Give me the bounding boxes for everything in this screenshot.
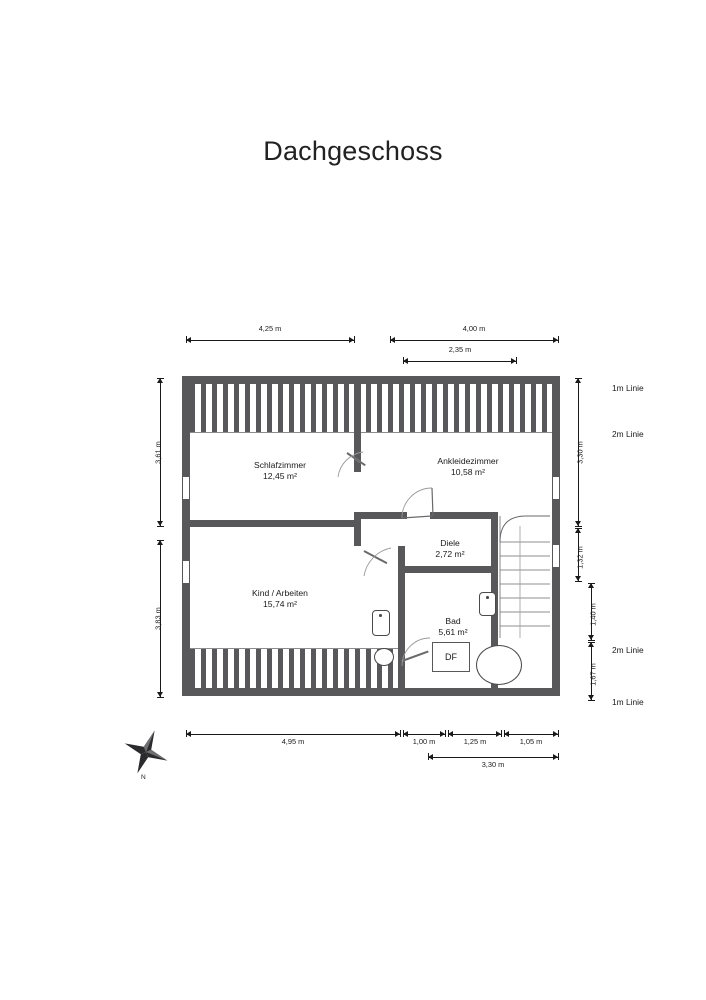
line-2m-top <box>190 432 552 433</box>
room-label-diele <box>405 538 495 560</box>
toilet-1 <box>374 648 394 666</box>
wall-exterior-top <box>182 376 560 384</box>
dimension-label: 2,35 m <box>448 345 472 354</box>
room-area: 15,74 m² <box>263 599 297 609</box>
tick <box>575 378 582 379</box>
wall-interior-vertical-diele <box>354 512 361 546</box>
tick <box>354 336 355 343</box>
dimension-label: 4,25 m <box>258 324 282 333</box>
wall-exterior-left <box>182 584 190 696</box>
room-label-bad <box>408 616 498 638</box>
roof-slope-hatch-bottom <box>190 648 404 688</box>
note-2m-linie-top: 2m Linie <box>612 429 644 439</box>
window-right-upper <box>552 476 560 500</box>
dimension-label: 3,30 m <box>481 760 505 769</box>
page-title: Dachgeschoss <box>263 136 443 166</box>
window-left-lower <box>182 560 190 584</box>
dimline <box>186 340 354 341</box>
room-area: 10,58 m² <box>451 467 485 477</box>
window-right-lower <box>552 544 560 568</box>
washbasin-2-tap <box>486 596 489 599</box>
room-area: 12,45 m² <box>263 471 297 481</box>
wall-interior-horizontal-bad <box>398 566 498 573</box>
dimension-label: 1,67 m <box>588 663 598 686</box>
wall-interior-horizontal-left <box>182 520 361 527</box>
tick <box>186 336 187 343</box>
tick <box>390 336 391 343</box>
dimension-label: 1,40 m <box>588 603 598 626</box>
tick <box>428 753 429 760</box>
note-1m-linie-bottom: 1m Linie <box>612 697 644 707</box>
room-label-schlafzimmer <box>210 460 350 482</box>
wall-exterior-left <box>182 376 190 476</box>
wall-exterior-right <box>552 376 560 476</box>
dimension-label: 1,25 m <box>463 737 487 746</box>
dimension-label: 3,30 m <box>575 441 585 464</box>
window-left-upper <box>182 476 190 500</box>
door-bad-arc <box>400 636 434 670</box>
tick <box>558 336 559 343</box>
room-name: Bad <box>445 616 461 626</box>
room-name: Diele <box>440 538 460 548</box>
room-name: Ankleidezimmer <box>437 456 499 466</box>
dimension-label: 1,05 m <box>519 737 543 746</box>
wall-exterior-right <box>552 500 560 544</box>
dimline <box>390 340 558 341</box>
wall-interior-horizontal-ankleide-b <box>430 512 498 519</box>
note-2m-linie-bottom: 2m Linie <box>612 645 644 655</box>
wall-exterior-left <box>182 500 190 560</box>
wall-interior-vertical-bad-a <box>398 546 405 566</box>
staircase <box>498 512 552 642</box>
floor-plan <box>150 360 570 740</box>
door-ankleidezimmer-arc <box>400 486 436 520</box>
room-area: 2,72 m² <box>435 549 465 559</box>
compass-rose <box>122 728 170 788</box>
dimension-label: 1,32 m <box>575 546 585 569</box>
dimension-label: 1,00 m <box>412 737 436 746</box>
door-kind-arc <box>355 546 393 582</box>
wall-exterior-bottom <box>182 688 560 696</box>
compass-north-label: N <box>141 774 146 781</box>
df-box: DF <box>432 642 470 672</box>
dimension-label: 4,95 m <box>281 737 305 746</box>
roof-slope-hatch-top <box>190 384 552 432</box>
room-name: Schlafzimmer <box>253 460 307 470</box>
room-label-ankleidezimmer <box>388 456 548 478</box>
dimline <box>428 757 558 758</box>
bathtub <box>476 645 522 685</box>
dimension-label: 3,61 m <box>153 441 163 464</box>
wall-exterior-right <box>552 568 560 696</box>
dimension-label: 4,00 m <box>462 324 486 333</box>
compass-icon <box>122 728 170 776</box>
wall-interior-vertical-bad-b <box>398 573 405 688</box>
room-name: Kind / Arbeiten <box>252 588 308 598</box>
tick <box>558 753 559 760</box>
room-label-kind-arbeiten <box>210 588 350 610</box>
washbasin-1-tap <box>379 614 382 617</box>
room-area: 5,61 m² <box>438 627 468 637</box>
note-1m-linie-top: 1m Linie <box>612 383 644 393</box>
line-2m-bottom <box>190 648 404 649</box>
dimension-label: 3,83 m <box>153 607 163 630</box>
